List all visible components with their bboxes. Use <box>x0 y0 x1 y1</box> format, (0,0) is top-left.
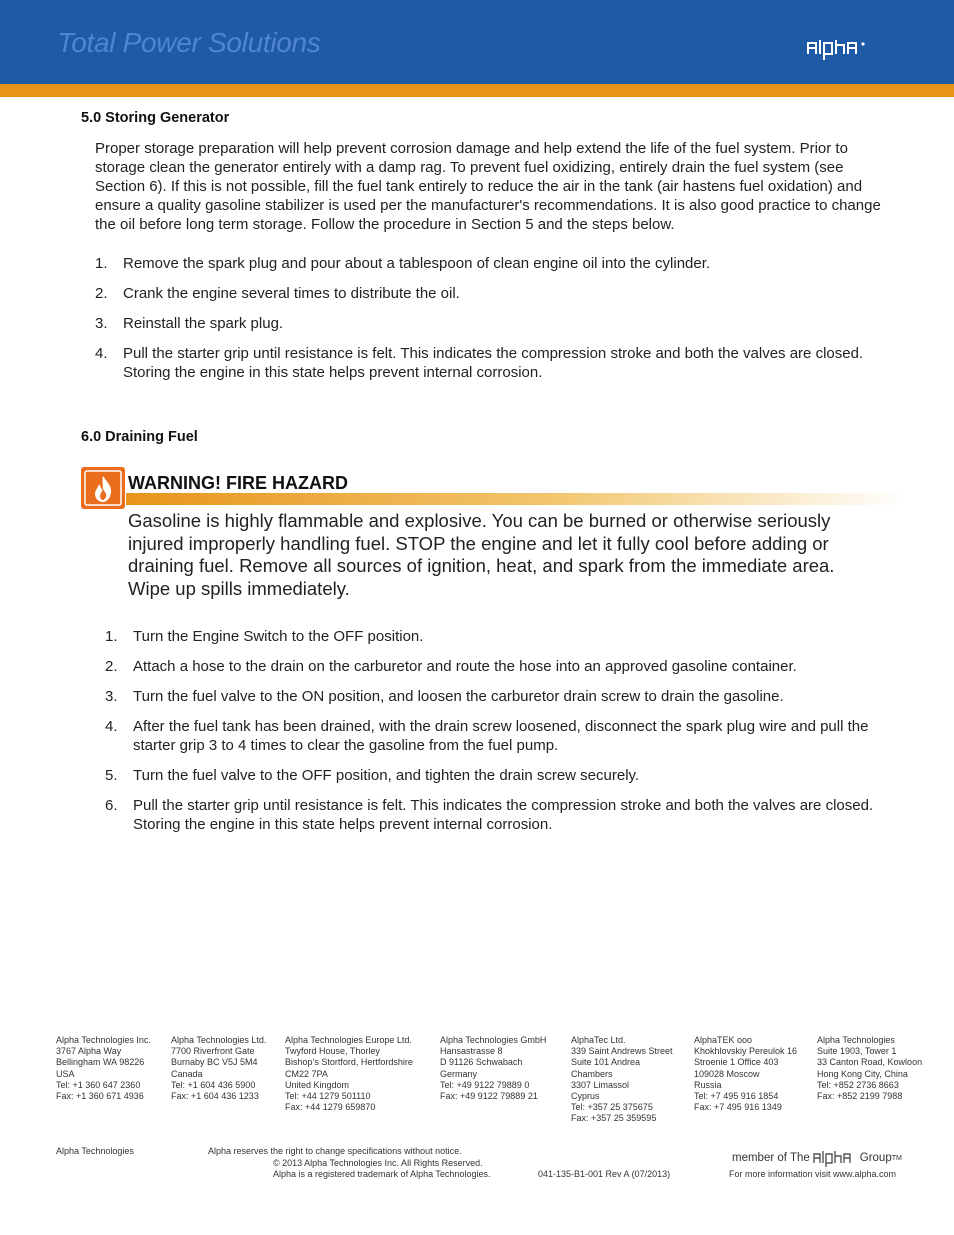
office-line: Alpha Technologies <box>817 1035 895 1045</box>
office-line: Tel: +357 25 375675 <box>571 1102 653 1113</box>
list-item <box>105 687 905 706</box>
step-number: 2. <box>95 285 108 302</box>
list-item <box>105 796 905 834</box>
alpha-group-logo <box>813 1147 857 1169</box>
office-line: Tel: +49 9122 79889 0 <box>440 1079 530 1090</box>
office-line: Russia <box>694 1079 722 1090</box>
office-line: Tel: +7 495 916 1854 <box>694 1091 779 1102</box>
member-prefix: member of The <box>732 1152 810 1164</box>
office-line: AlphaTEK ooo <box>694 1035 753 1045</box>
step-number: 1. <box>105 628 118 645</box>
list-item <box>105 627 905 646</box>
office-line: AlphaTec Ltd. <box>571 1035 626 1045</box>
step-text: Reinstall the spark plug. <box>123 315 284 332</box>
header-title: Total Power Solutions <box>57 27 321 58</box>
step-text: Turn the Engine Switch to the OFF position. <box>133 628 424 645</box>
office-line: 339 Saint Andrews Street <box>571 1046 673 1057</box>
office-line: Hong Kong City, China <box>817 1068 908 1079</box>
step-text: Turn the fuel valve to the ON position, and loosen the carburetor drain screw to drain the gasoline. <box>133 688 784 705</box>
list-item <box>105 657 905 676</box>
office-line: Fax: +44 1279 659870 <box>285 1102 376 1113</box>
footer-trademark: Alpha is a registered trademark of Alpha Technologies. <box>273 1169 491 1179</box>
list-item <box>105 766 905 785</box>
office-line: Fax: +1 604 436 1233 <box>171 1091 259 1102</box>
alpha-logo <box>806 32 866 64</box>
step-text: Crank the engine several times to distribute the oil. <box>123 285 460 302</box>
office-line: CM22 7PA <box>285 1068 328 1079</box>
office-line: Twyford House, Thorley <box>285 1046 380 1057</box>
office-line: 109028 Moscow <box>694 1068 760 1079</box>
step-number: 4. <box>105 718 118 735</box>
office-line: USA <box>56 1068 75 1079</box>
office-line: 33 Canton Road, Kowloon <box>817 1057 923 1068</box>
office-line: Tel: +44 1279 501110 <box>285 1091 371 1102</box>
warning-title: WARNING! FIRE HAZARD <box>128 473 348 493</box>
office-line: Alpha Technologies Ltd. <box>171 1035 267 1045</box>
office-line: 3767 Alpha Way <box>56 1046 122 1057</box>
office-hong-kong <box>817 1035 922 1102</box>
footer-more-info: For more information visit www.alpha.com <box>729 1169 897 1179</box>
step-number: 3. <box>105 688 118 705</box>
header-accent-bar <box>0 84 954 97</box>
office-line: Chambers <box>571 1068 613 1079</box>
office-cyprus <box>571 1035 673 1125</box>
section-5-intro: Proper storage preparation will help prevent corrosion damage and help extend the life of the fuel system. Prior to storage clean the generator entirely with a damp rag. To prevent fuel oxidizing, entirely drain the fuel system (see Section 6). If this is not possible, fill the fuel tank entirely to reduce the air in the tank (air hastens fuel oxidation) and ensure a quality gasoline stabilizer is used per the manufacturer's recommendations. It is also good practice to change the oil before long term storage. Follow the procedure in Section 5 and the steps below. <box>95 140 881 233</box>
office-line: Tel: +1 604 436 5900 <box>171 1079 256 1090</box>
step-text: After the fuel tank has been drained, with the drain screw loosened, disconnect the spark plug wire and pull the starter grip 3 to 4 times to clear the gasoline from the fuel pump. <box>133 718 869 754</box>
member-suffix: Group <box>859 1152 892 1164</box>
office-uk <box>285 1035 413 1113</box>
list-item <box>95 314 895 333</box>
step-number: 1. <box>95 255 108 272</box>
office-usa <box>56 1035 151 1102</box>
section-6-heading: 6.0 Draining Fuel <box>81 429 198 445</box>
office-line: Tel: +1 360 647 2360 <box>56 1079 141 1090</box>
office-line: Alpha Technologies Inc. <box>56 1035 151 1045</box>
office-line: United Kingdom <box>285 1079 350 1090</box>
warning-divider <box>126 493 906 505</box>
member-of-group <box>732 1147 902 1169</box>
office-line: Fax: +357 25 359595 <box>571 1113 657 1124</box>
office-line: 3307 Limassol <box>571 1079 630 1090</box>
list-item <box>95 254 895 273</box>
office-line: Tel: +852 2736 8663 <box>817 1079 899 1090</box>
step-number: 3. <box>95 315 108 332</box>
list-item <box>95 344 895 382</box>
office-line: Suite 1903, Tower 1 <box>817 1046 897 1057</box>
office-line: Bishop’s Stortford, Hertfordshire <box>285 1057 413 1068</box>
office-line: D 91126 Schwabach <box>440 1057 523 1068</box>
trademark-symbol: TM <box>891 1154 902 1162</box>
office-line: Hansastrasse 8 <box>440 1046 503 1057</box>
warning-text: Gasoline is highly flammable and explosive. You can be burned or otherwise seriously injured improperly handling fuel. STOP the engine and let it fully cool before adding or draining fuel. Remove all sources of ignition, heat, and spark from the immediate area. Wipe up spills immediately. <box>128 510 835 599</box>
office-germany <box>440 1035 546 1102</box>
draining-steps-list <box>105 627 905 845</box>
section-5-heading: 5.0 Storing Generator <box>81 110 230 126</box>
office-line: Stroenie 1 Office 403 <box>694 1057 779 1068</box>
step-text: Pull the starter grip until resistance is felt. This indicates the compression stroke and both the valves are closed. Storing the engine in this state helps prevent internal corrosion. <box>133 797 874 833</box>
step-text: Remove the spark plug and pour about a tablespoon of clean engine oil into the cylinder. <box>123 255 711 272</box>
footer-rights-notice: Alpha reserves the right to change specifications without notice. <box>208 1146 462 1156</box>
office-canada <box>171 1035 266 1102</box>
office-line: Fax: +7 495 916 1349 <box>694 1102 782 1113</box>
office-line: Bellingham WA 98226 <box>56 1057 145 1068</box>
step-text: Turn the fuel valve to the OFF position, and tighten the drain screw securely. <box>133 767 640 784</box>
list-item <box>95 284 895 303</box>
office-line: 7700 Riverfront Gate <box>171 1046 255 1057</box>
office-line: Alpha Technologies Europe Ltd. <box>285 1035 412 1045</box>
step-number: 2. <box>105 658 118 675</box>
footer-copyright: © 2013 Alpha Technologies Inc. All Rights Reserved. <box>273 1158 483 1168</box>
office-line: Alpha Technologies GmbH <box>440 1035 547 1045</box>
storing-steps-list <box>95 254 895 393</box>
office-line: Cyprus <box>571 1091 600 1102</box>
office-line: Burnaby BC V5J 5M4 <box>171 1057 258 1068</box>
step-number: 6. <box>105 797 118 814</box>
step-text: Attach a hose to the drain on the carburetor and route the hose into an approved gasoline container. <box>133 658 797 675</box>
office-line: Canada <box>171 1068 203 1079</box>
office-russia <box>694 1035 797 1113</box>
office-line: Suite 101 Andrea <box>571 1057 641 1068</box>
office-line: Germany <box>440 1068 478 1079</box>
step-number: 5. <box>105 767 118 784</box>
office-line: Fax: +1 360 671 4936 <box>56 1091 144 1102</box>
office-line: Fax: +852 2199 7988 <box>817 1091 903 1102</box>
office-line: Khokhlovskiy Pereulok 16 <box>694 1046 798 1057</box>
page-header <box>0 0 954 84</box>
step-number: 4. <box>95 345 108 362</box>
fire-hazard-icon <box>81 467 125 509</box>
footer-doc-number: 041-135-B1-001 Rev A (07/2013) <box>538 1169 671 1179</box>
list-item <box>105 717 905 755</box>
footer-company: Alpha Technologies <box>56 1146 134 1156</box>
office-line: Fax: +49 9122 79889 21 <box>440 1091 538 1102</box>
step-text: Pull the starter grip until resistance is felt. This indicates the compression stroke and both the valves are closed. Storing the engine in this state helps prevent internal corrosion. <box>123 345 864 381</box>
